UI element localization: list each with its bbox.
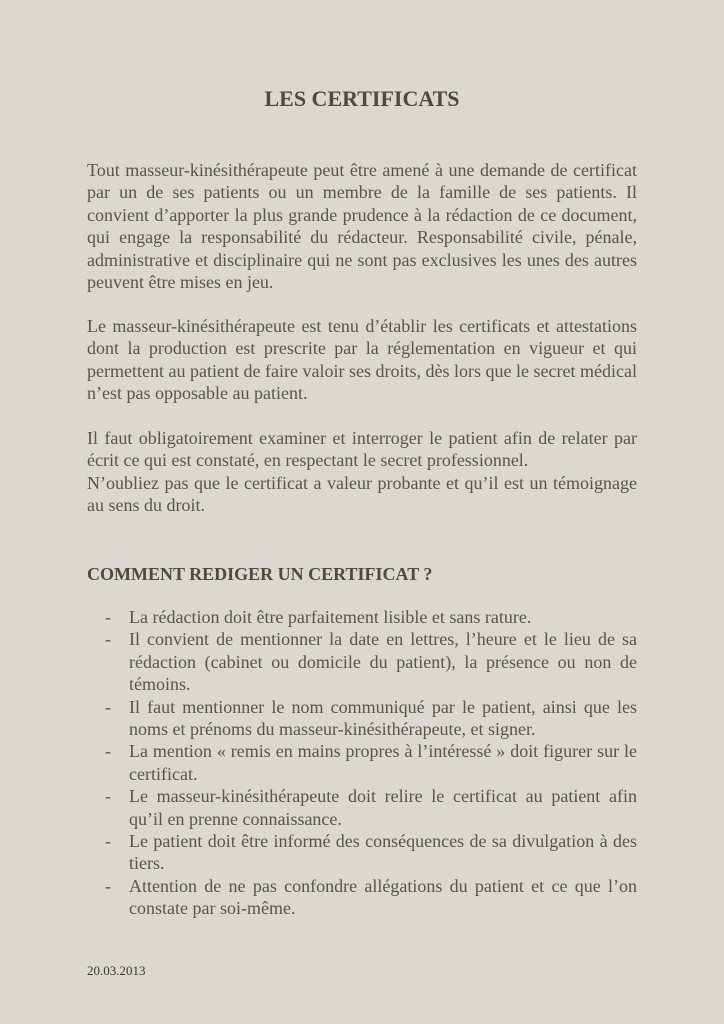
list-item [87, 696, 637, 741]
list-dash: - [105, 607, 111, 627]
list-dash: - [105, 831, 111, 852]
list-item-text: La rédaction doit être parfaitement lisible et sans rature. [129, 607, 532, 627]
list-item-text: Il faut mentionner le nom communiqué par le patient, ainsi que les noms et prénoms du masseur-kinésithérapeute, et signer. [129, 696, 637, 740]
list-dash: - [105, 741, 111, 762]
list-item-text: Attention de ne pas confondre allégations du patient et ce que l’on constate par soi-même. [129, 875, 637, 919]
list-item [87, 740, 637, 785]
list-dash: - [105, 786, 111, 807]
paragraph-examination: Il faut obligatoirement examiner et interroger le patient afin de relater par écrit ce qui est constaté, en respectant le secret professionnel. [87, 428, 637, 471]
list-item-text: Le masseur-kinésithérapeute doit relire le certificat au patient afin qu’il en prenne connaissance. [129, 786, 637, 829]
list-item [87, 830, 637, 875]
section-subtitle: COMMENT REDIGER UN CERTIFICAT ? [87, 564, 433, 584]
document-title: LES CERTIFICATS [264, 86, 460, 111]
list-dash: - [105, 629, 111, 650]
list-item [87, 606, 637, 628]
list-item-text: Le patient doit être informé des conséquences de sa divulgation à des tiers. [129, 831, 637, 874]
paragraph-obligation: Le masseur-kinésithérapeute est tenu d’établir les certificats et attestations dont la production est prescrite par la réglementation en vigueur et qui permettent au patient de faire valoir ses droits, dès lors que le secret médical n’est pas opposable au patient. [87, 316, 637, 404]
list-item-text: La mention « remis en mains propres à l’intéressé » doit figurer sur le certificat. [129, 741, 637, 784]
list-item [87, 785, 637, 830]
list-dash: - [105, 696, 111, 717]
paragraph-intro: Tout masseur-kinésithérapeute peut être amené à une demande de certificat par un de ses patients ou un membre de la famille de ses patients. Il convient d’apporter la plus grande prudence à la rédaction de ce document, qui engage la responsabilité du rédacteur. Responsabilité civile, pénale, administrative et disciplinaire qui ne sont pas exclusives les unes des autres peuvent être mises en jeu. [87, 160, 637, 293]
list-item [87, 875, 637, 920]
list-dash: - [105, 875, 111, 896]
guidelines-list [87, 606, 637, 920]
footer-date: 20.03.2013 [87, 963, 146, 978]
list-item [87, 628, 637, 695]
list-item-text: Il convient de mentionner la date en lettres, l’heure et le lieu de sa rédaction (cabinet ou domicile du patient), la présence ou non de témoins. [129, 629, 637, 695]
paragraph-probative-value: N’oubliez pas que le certificat a valeur probante et qu’il est un témoignage au sens du droit. [87, 473, 637, 516]
